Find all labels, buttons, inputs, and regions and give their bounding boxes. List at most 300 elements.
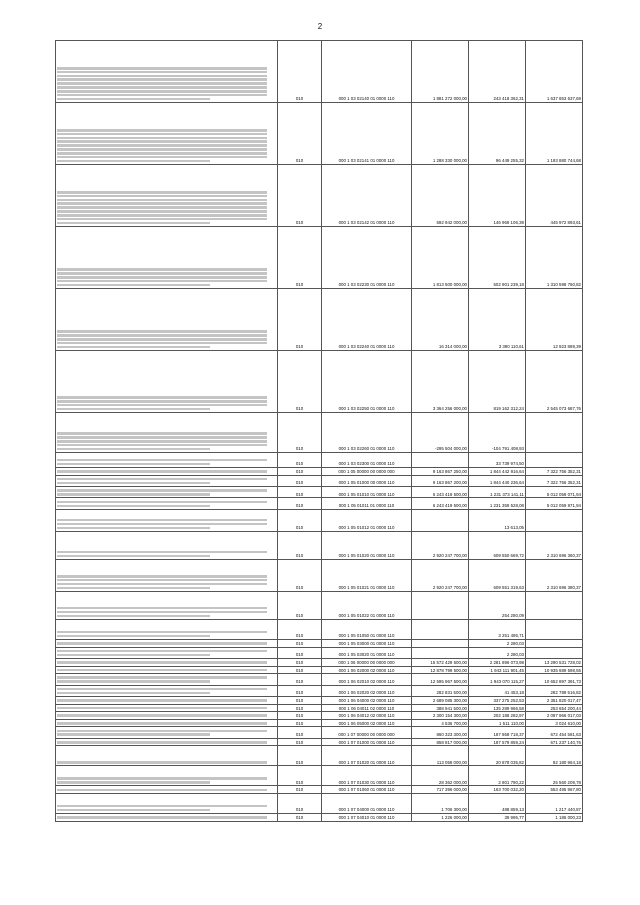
row-executed-amount: 146 969 106,39 — [469, 165, 526, 227]
row-unexecuted-amount: 3 024 610,00 — [526, 719, 583, 727]
page-number: 2 — [317, 22, 323, 31]
row-line-code: 010 — [278, 103, 322, 165]
row-line-code: 010 — [278, 666, 322, 674]
row-executed-amount: 1 844 442 916,64 — [469, 468, 526, 476]
row-executed-amount: -104 791 408,93 — [469, 413, 526, 453]
description-placeholder-line — [57, 214, 267, 217]
table-row — [56, 719, 583, 727]
row-unexecuted-amount — [526, 647, 583, 658]
row-budget-code: 000 1 03 02300 01 0000 110 — [322, 453, 412, 468]
table-row — [56, 103, 583, 165]
row-approved-amount: 1 706 300,00 — [412, 794, 469, 814]
row-description-placeholder — [56, 165, 278, 227]
description-placeholder-line — [57, 493, 210, 496]
row-executed-amount: 488 859,13 — [469, 794, 526, 814]
row-line-code: 010 — [278, 814, 322, 822]
description-placeholder-line — [57, 334, 267, 337]
row-budget-code: 000 1 05 03000 01 0000 110 — [322, 639, 412, 647]
table-row — [56, 704, 583, 712]
description-placeholder-line — [57, 722, 267, 725]
description-placeholder-line — [57, 809, 210, 812]
row-budget-code: 000 1 05 01010 01 0000 110 — [322, 487, 412, 498]
row-approved-amount: 2 300 154 300,00 — [412, 712, 469, 720]
row-budget-code: 000 1 06 04012 02 0000 110 — [322, 712, 412, 720]
row-description-placeholder — [56, 509, 278, 531]
description-placeholder-line — [57, 284, 210, 287]
row-executed-amount: 2 801 790,22 — [469, 766, 526, 786]
row-approved-amount: 9 163 867 200,00 — [412, 475, 469, 486]
row-approved-amount: 2 920 247 700,00 — [412, 559, 469, 591]
row-line-code: 010 — [278, 619, 322, 639]
table-row — [56, 814, 583, 822]
row-unexecuted-amount: 1 193 880 744,68 — [526, 103, 583, 165]
row-unexecuted-amount: 5 012 059 071,94 — [526, 487, 583, 498]
row-approved-amount: 6 243 419 500,00 — [412, 487, 469, 498]
row-executed-amount: 39 995,77 — [469, 814, 526, 822]
description-placeholder-line — [57, 470, 267, 473]
row-description-placeholder — [56, 227, 278, 289]
row-executed-amount: 1 943 070 115,27 — [469, 674, 526, 685]
row-unexecuted-amount: 445 972 893,61 — [526, 165, 583, 227]
row-budget-code: 000 1 06 02010 02 0000 110 — [322, 674, 412, 685]
row-approved-amount: 860 323 300,00 — [412, 727, 469, 738]
description-placeholder-line — [57, 152, 267, 155]
description-placeholder-line — [57, 631, 267, 634]
description-placeholder-line — [57, 408, 210, 411]
table-row — [56, 647, 583, 658]
description-placeholder-line — [57, 436, 267, 439]
description-placeholder-line — [57, 133, 267, 136]
row-approved-amount: 6 243 419 500,00 — [412, 498, 469, 509]
row-budget-code: 000 1 07 04010 01 0000 110 — [322, 814, 412, 822]
row-description-placeholder — [56, 487, 278, 498]
row-approved-amount: 28 362 000,00 — [412, 766, 469, 786]
row-executed-amount: 202 188 282,97 — [469, 712, 526, 720]
table-body — [56, 41, 583, 822]
description-placeholder-line — [57, 478, 267, 481]
row-description-placeholder — [56, 746, 278, 766]
row-budget-code: 000 1 06 02020 02 0000 110 — [322, 685, 412, 696]
description-placeholder-line — [57, 137, 267, 140]
row-unexecuted-amount: 10 652 897 391,73 — [526, 674, 583, 685]
row-approved-amount: 9 163 867 250,00 — [412, 468, 469, 476]
row-approved-amount: 16 314 000,00 — [412, 289, 469, 351]
description-placeholder-line — [57, 661, 267, 664]
table-row — [56, 697, 583, 705]
row-unexecuted-amount — [526, 639, 583, 647]
row-unexecuted-amount: 25 560 209,78 — [526, 766, 583, 786]
description-placeholder-line — [57, 642, 267, 645]
description-placeholder-line — [57, 523, 267, 526]
row-line-code: 010 — [278, 289, 322, 351]
description-placeholder-line — [57, 579, 267, 582]
description-placeholder-line — [57, 676, 267, 679]
row-approved-amount: 1 881 272 000,00 — [412, 41, 469, 103]
row-description-placeholder — [56, 719, 278, 727]
row-executed-amount: 2 280,03 — [469, 647, 526, 658]
row-approved-amount: 592 942 000,00 — [412, 165, 469, 227]
description-placeholder-line — [57, 611, 267, 614]
row-approved-amount: 3 364 256 000,00 — [412, 351, 469, 413]
description-placeholder-line — [57, 482, 210, 485]
row-description-placeholder — [56, 591, 278, 619]
table-row — [56, 666, 583, 674]
row-unexecuted-amount: 2 310 696 360,37 — [526, 531, 583, 559]
row-description-placeholder — [56, 103, 278, 165]
description-placeholder-line — [57, 680, 210, 683]
row-description-placeholder — [56, 453, 278, 468]
description-placeholder-line — [57, 71, 267, 74]
row-line-code: 010 — [278, 719, 322, 727]
table-row — [56, 685, 583, 696]
row-unexecuted-amount: 1 637 853 637,69 — [526, 41, 583, 103]
row-budget-code: 000 1 06 05000 02 0000 110 — [322, 719, 412, 727]
row-description-placeholder — [56, 658, 278, 666]
row-description-placeholder — [56, 619, 278, 639]
row-line-code: 010 — [278, 559, 322, 591]
row-executed-amount: 1 511 110,00 — [469, 719, 526, 727]
row-executed-amount: 41 453,18 — [469, 685, 526, 696]
description-placeholder-line — [57, 78, 267, 81]
row-description-placeholder — [56, 289, 278, 351]
row-line-code: 010 — [278, 727, 322, 738]
description-placeholder-line — [57, 94, 267, 97]
description-placeholder-line — [57, 129, 267, 132]
row-budget-code: 000 1 07 01060 01 0000 110 — [322, 786, 412, 794]
row-budget-code: 000 1 07 04000 01 0000 110 — [322, 794, 412, 814]
table-row — [56, 738, 583, 746]
row-approved-amount — [412, 647, 469, 658]
row-line-code: 010 — [278, 41, 322, 103]
row-line-code: 010 — [278, 531, 322, 559]
row-approved-amount: 15 572 429 500,00 — [412, 658, 469, 666]
row-line-code: 010 — [278, 766, 322, 786]
row-description-placeholder — [56, 413, 278, 453]
row-approved-amount: -295 504 000,00 — [412, 413, 469, 453]
description-placeholder-line — [57, 777, 267, 780]
description-placeholder-line — [57, 396, 267, 399]
row-description-placeholder — [56, 794, 278, 814]
table-row — [56, 351, 583, 413]
description-placeholder-line — [57, 404, 267, 407]
row-executed-amount: 3 251 495,71 — [469, 619, 526, 639]
row-executed-amount: 254 280,09 — [469, 591, 526, 619]
row-description-placeholder — [56, 697, 278, 705]
description-placeholder-line — [57, 330, 267, 333]
description-placeholder-line — [57, 82, 267, 85]
row-budget-code: 000 1 03 02142 01 0000 110 — [322, 165, 412, 227]
row-line-code: 010 — [278, 738, 322, 746]
description-placeholder-line — [57, 98, 210, 101]
row-description-placeholder — [56, 712, 278, 720]
row-line-code: 010 — [278, 697, 322, 705]
description-placeholder-line — [57, 346, 210, 349]
row-approved-amount: 1 288 330 000,00 — [412, 103, 469, 165]
row-executed-amount: 2 280,03 — [469, 639, 526, 647]
row-line-code: 010 — [278, 786, 322, 794]
row-line-code: 010 — [278, 658, 322, 666]
budget-execution-table — [55, 40, 583, 822]
description-placeholder-line — [57, 575, 267, 578]
description-placeholder-line — [57, 222, 210, 225]
row-executed-amount: 3 390 110,61 — [469, 289, 526, 351]
description-placeholder-line — [57, 707, 267, 710]
table-row — [56, 766, 583, 786]
description-placeholder-line — [57, 501, 267, 504]
table-row — [56, 619, 583, 639]
description-placeholder-line — [57, 272, 267, 275]
row-line-code: 010 — [278, 413, 322, 453]
description-placeholder-line — [57, 527, 210, 530]
row-approved-amount: 113 059 000,00 — [412, 746, 469, 766]
row-executed-amount: 609 551 319,63 — [469, 559, 526, 591]
table-row — [56, 413, 583, 453]
row-budget-code: 000 1 03 02141 01 0000 110 — [322, 103, 412, 165]
row-budget-code: 000 1 06 00000 00 0000 000 — [322, 658, 412, 666]
row-budget-code: 000 1 03 02140 01 0000 110 — [322, 41, 412, 103]
table-row — [56, 559, 583, 591]
description-placeholder-line — [57, 714, 267, 717]
row-unexecuted-amount: 92 180 964,18 — [526, 746, 583, 766]
row-unexecuted-amount — [526, 619, 583, 639]
table-row — [56, 727, 583, 738]
description-placeholder-line — [57, 519, 267, 522]
row-budget-code: 000 1 06 04000 02 0000 110 — [322, 697, 412, 705]
row-budget-code: 000 1 05 01012 01 0000 110 — [322, 509, 412, 531]
row-approved-amount: 12 878 799 500,00 — [412, 666, 469, 674]
table-row — [56, 531, 583, 559]
row-unexecuted-amount: 253 654 200,44 — [526, 704, 583, 712]
row-executed-amount: 135 289 966,58 — [469, 704, 526, 712]
row-unexecuted-amount: 13 290 531 728,02 — [526, 658, 583, 666]
row-unexecuted-amount: 2 545 073 687,76 — [526, 351, 583, 413]
description-placeholder-line — [57, 448, 210, 451]
row-unexecuted-amount: 553 495 967,80 — [526, 786, 583, 794]
description-placeholder-line — [57, 692, 210, 695]
description-placeholder-line — [57, 635, 210, 638]
row-budget-code: 000 1 07 01030 01 0000 110 — [322, 766, 412, 786]
description-placeholder-line — [57, 733, 210, 736]
description-placeholder-line — [57, 160, 210, 163]
description-placeholder-line — [57, 505, 210, 508]
description-placeholder-line — [57, 816, 267, 819]
row-executed-amount: 20 878 035,82 — [469, 746, 526, 766]
description-placeholder-line — [57, 191, 267, 194]
row-unexecuted-amount: 1 186 000,23 — [526, 814, 583, 822]
row-line-code: 010 — [278, 498, 322, 509]
row-description-placeholder — [56, 786, 278, 794]
row-unexecuted-amount: 7 322 756 352,31 — [526, 468, 583, 476]
row-approved-amount: 12 595 967 500,00 — [412, 674, 469, 685]
description-placeholder-line — [57, 206, 267, 209]
description-placeholder-line — [57, 432, 267, 435]
row-line-code: 010 — [278, 639, 322, 647]
description-placeholder-line — [57, 280, 267, 283]
description-placeholder-line — [57, 195, 267, 198]
row-executed-amount: 13 613,05 — [469, 509, 526, 531]
description-placeholder-line — [57, 140, 267, 143]
row-executed-amount: 33 739 974,50 — [469, 453, 526, 468]
description-placeholder-line — [57, 90, 267, 93]
row-budget-code: 000 1 06 04011 02 0000 110 — [322, 704, 412, 712]
table-row — [56, 509, 583, 531]
description-placeholder-line — [57, 400, 267, 403]
description-placeholder-line — [57, 210, 267, 213]
table-row — [56, 475, 583, 486]
row-executed-amount: 609 550 669,72 — [469, 531, 526, 559]
row-description-placeholder — [56, 674, 278, 685]
row-approved-amount — [412, 619, 469, 639]
row-approved-amount: 2 920 247 700,00 — [412, 531, 469, 559]
row-executed-amount: 1 231 373 141,11 — [469, 487, 526, 498]
row-executed-amount: 1 231 359 528,08 — [469, 498, 526, 509]
table-row — [56, 41, 583, 103]
row-executed-amount: 1 943 111 901,45 — [469, 666, 526, 674]
row-executed-amount: 187 868 718,37 — [469, 727, 526, 738]
description-placeholder-line — [57, 86, 267, 89]
row-description-placeholder — [56, 685, 278, 696]
table-row — [56, 165, 583, 227]
description-placeholder-line — [57, 583, 267, 586]
row-budget-code: 000 1 03 02230 01 0000 110 — [322, 227, 412, 289]
row-unexecuted-amount: 5 012 059 971,94 — [526, 498, 583, 509]
description-placeholder-line — [57, 805, 267, 808]
row-unexecuted-amount: 12 923 889,39 — [526, 289, 583, 351]
row-line-code: 010 — [278, 704, 322, 712]
row-budget-code: 000 1 05 01022 01 0000 110 — [322, 591, 412, 619]
row-line-code: 010 — [278, 475, 322, 486]
table-row — [56, 786, 583, 794]
row-line-code: 010 — [278, 509, 322, 531]
row-line-code: 010 — [278, 685, 322, 696]
description-placeholder-line — [57, 688, 267, 691]
row-approved-amount: 388 941 500,00 — [412, 704, 469, 712]
description-placeholder-line — [57, 338, 267, 341]
row-unexecuted-amount: 282 789 516,82 — [526, 685, 583, 696]
description-placeholder-line — [57, 156, 267, 159]
row-unexecuted-amount: 671 237 140,76 — [526, 738, 583, 746]
row-line-code: 010 — [278, 712, 322, 720]
row-budget-code: 000 1 03 02260 01 0000 110 — [322, 413, 412, 453]
description-placeholder-line — [57, 489, 267, 492]
row-executed-amount: 502 901 239,18 — [469, 227, 526, 289]
row-unexecuted-amount — [526, 413, 583, 453]
row-line-code: 010 — [278, 487, 322, 498]
row-approved-amount — [412, 509, 469, 531]
row-description-placeholder — [56, 498, 278, 509]
row-line-code: 010 — [278, 227, 322, 289]
row-executed-amount: 1 844 440 236,64 — [469, 475, 526, 486]
row-description-placeholder — [56, 351, 278, 413]
row-executed-amount: 337 275 252,53 — [469, 697, 526, 705]
description-placeholder-line — [57, 607, 267, 610]
description-placeholder-line — [57, 276, 267, 279]
description-placeholder-line — [57, 555, 210, 558]
description-placeholder-line — [57, 781, 210, 784]
row-line-code: 010 — [278, 591, 322, 619]
description-placeholder-line — [57, 148, 267, 151]
row-approved-amount: 4 536 700,00 — [412, 719, 469, 727]
row-budget-code: 000 1 06 02000 02 0000 110 — [322, 666, 412, 674]
description-placeholder-line — [57, 587, 210, 590]
table-row — [56, 674, 583, 685]
description-placeholder-line — [57, 551, 267, 554]
description-placeholder-line — [57, 268, 267, 271]
row-budget-code: 000 1 07 01020 01 0000 110 — [322, 746, 412, 766]
table-row — [56, 746, 583, 766]
table-row — [56, 453, 583, 468]
row-line-code: 010 — [278, 351, 322, 413]
row-line-code: 010 — [278, 674, 322, 685]
description-placeholder-line — [57, 218, 267, 221]
row-budget-code: 000 1 05 01021 01 0000 110 — [322, 559, 412, 591]
description-placeholder-line — [57, 615, 210, 618]
description-placeholder-line — [57, 669, 267, 672]
row-unexecuted-amount: 1 310 598 760,82 — [526, 227, 583, 289]
table-row — [56, 227, 583, 289]
row-description-placeholder — [56, 814, 278, 822]
row-executed-amount: 819 162 312,24 — [469, 351, 526, 413]
row-description-placeholder — [56, 666, 278, 674]
row-description-placeholder — [56, 531, 278, 559]
row-executed-amount: 163 700 032,20 — [469, 786, 526, 794]
row-description-placeholder — [56, 468, 278, 476]
row-budget-code: 000 1 05 01020 01 0000 110 — [322, 531, 412, 559]
description-placeholder-line — [57, 650, 267, 653]
description-placeholder-line — [57, 730, 267, 733]
row-budget-code: 000 1 03 02240 01 0000 110 — [322, 289, 412, 351]
row-description-placeholder — [56, 41, 278, 103]
row-approved-amount — [412, 639, 469, 647]
row-budget-code: 000 1 03 02250 01 0000 110 — [322, 351, 412, 413]
row-approved-amount — [412, 591, 469, 619]
row-approved-amount: 1 813 500 000,00 — [412, 227, 469, 289]
description-placeholder-line — [57, 741, 267, 744]
row-description-placeholder — [56, 559, 278, 591]
row-description-placeholder — [56, 639, 278, 647]
row-budget-code: 000 1 05 01011 01 0000 110 — [322, 498, 412, 509]
table-row — [56, 487, 583, 498]
row-budget-code: 000 1 05 00000 00 0000 000 — [322, 468, 412, 476]
description-placeholder-line — [57, 463, 210, 466]
description-placeholder-line — [57, 75, 267, 78]
row-budget-code: 000 1 07 01000 01 0000 110 — [322, 738, 412, 746]
table-row — [56, 498, 583, 509]
table-row — [56, 289, 583, 351]
row-approved-amount: 858 817 000,00 — [412, 738, 469, 746]
table-row — [56, 712, 583, 720]
row-line-code: 010 — [278, 468, 322, 476]
row-approved-amount: 2 689 085 300,00 — [412, 697, 469, 705]
row-approved-amount: 717 396 000,00 — [412, 786, 469, 794]
table-row — [56, 658, 583, 666]
row-unexecuted-amount: 2 310 696 380,37 — [526, 559, 583, 591]
row-line-code: 010 — [278, 165, 322, 227]
row-description-placeholder — [56, 738, 278, 746]
description-placeholder-line — [57, 202, 267, 205]
row-description-placeholder — [56, 704, 278, 712]
row-executed-amount: 187 579 859,24 — [469, 738, 526, 746]
table-row — [56, 468, 583, 476]
row-approved-amount: 1 226 000,00 — [412, 814, 469, 822]
row-unexecuted-amount: 1 217 440,87 — [526, 794, 583, 814]
row-description-placeholder — [56, 475, 278, 486]
row-budget-code: 000 1 05 03020 01 0000 110 — [322, 647, 412, 658]
row-unexecuted-amount — [526, 591, 583, 619]
table-row — [56, 639, 583, 647]
row-unexecuted-amount: 672 454 581,63 — [526, 727, 583, 738]
description-placeholder-line — [57, 199, 267, 202]
